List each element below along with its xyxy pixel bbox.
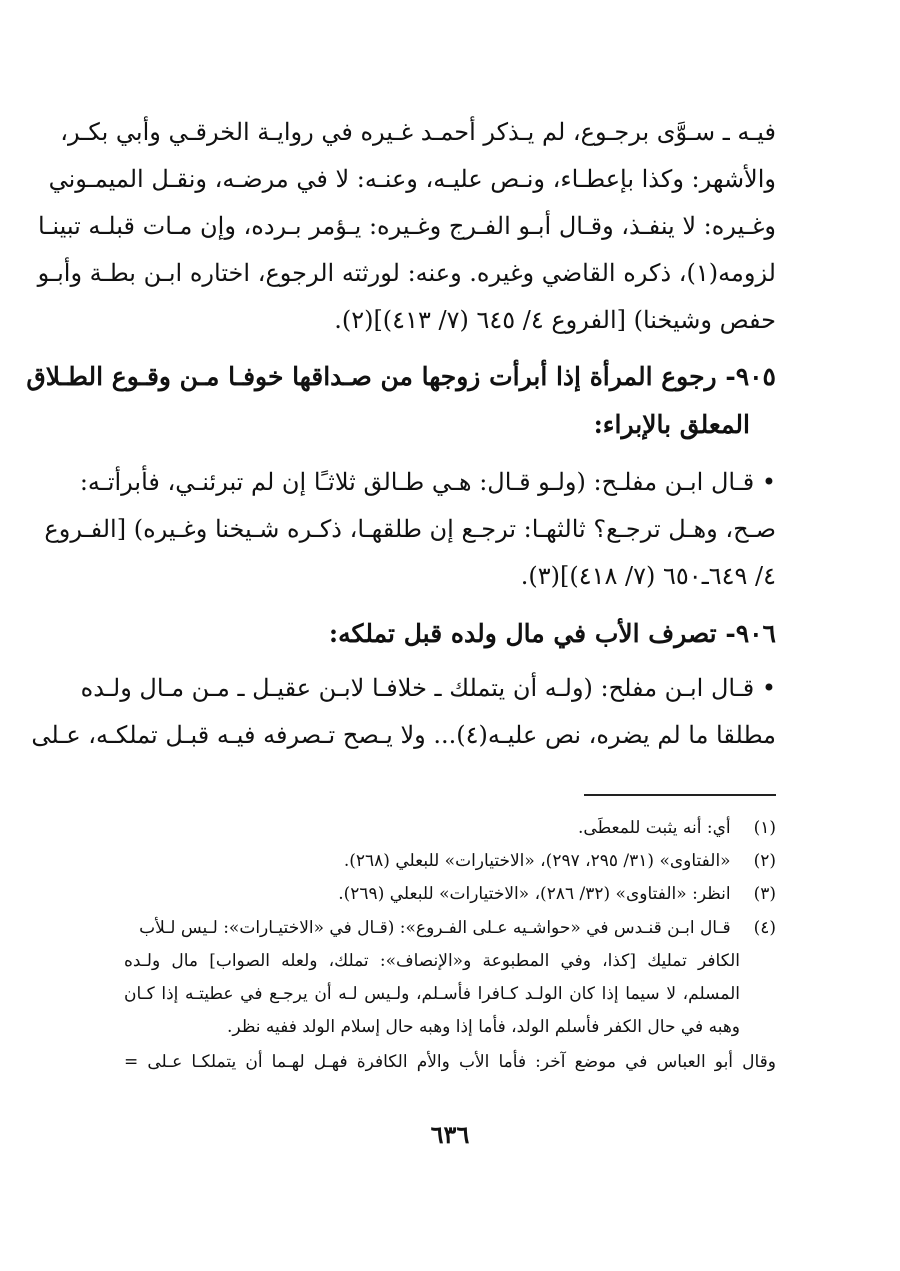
footnote-number: (٣) xyxy=(753,884,776,904)
footnote-1 xyxy=(124,813,776,843)
footnote-4-line-5: وقال أبو العباس في موضع آخر: فأما الأب والأم الكافرة فهـل لهـما أن يتملكـا عـلى = xyxy=(124,1052,776,1072)
footnote-text: قـال ابـن قنـدس في «حواشـيه عـلى الفـروع»: (قـال في «الاختيـارات»: لـيس لـلأب xyxy=(139,918,731,938)
footnote-text: أي: أنه يثبت للمعطَى. xyxy=(578,818,731,838)
paragraph-1-line-1: فيـه ـ سـوَّى برجـوع، لم يـذكر أحمـد غـيره في روايـة الخرقـي وأبي بكـر، xyxy=(60,118,776,146)
section-905-heading-line-1: ٩٠٥- رجوع المرأة إذا أبرأت زوجها من صـداقها خوفـا مـن وقـوع الطـلاق xyxy=(26,362,776,391)
footnote-4 xyxy=(124,913,776,943)
section-906-heading: ٩٠٦- تصرف الأب في مال ولده قبل تملكه: xyxy=(328,619,776,648)
section-905-heading-line-2: المعلق بالإبراء: xyxy=(593,410,750,439)
footnote-2 xyxy=(124,846,776,876)
section-906-body-line-1: • قـال ابـن مفلح: (ولـه أن يتملك ـ خلافـا لابـن عقيـل ـ مـن مـال ولـده xyxy=(80,674,776,702)
footnote-number: (٢) xyxy=(753,851,776,871)
page-number: ٦٣٦ xyxy=(430,1120,470,1149)
footnote-3 xyxy=(124,879,776,909)
footnote-number: (٤) xyxy=(753,918,776,938)
footnote-text: «الفتاوى» (٣١/ ٢٩٥، ٢٩٧)، «الاختيارات» للبعلي (٢٦٨). xyxy=(343,851,731,871)
section-905-body-line-3: ٤/ ٦٤٩ـ٦٥٠ (٧/ ٤١٨)](٣). xyxy=(520,562,776,590)
footnote-separator xyxy=(584,794,776,796)
paragraph-1-line-4: لزومه(١)، ذكره القاضي وغيره. وعنه: لورثته الرجوع، اختاره ابـن بطـة وأبـو xyxy=(37,259,776,287)
section-905-body-line-2: صـح، وهـل ترجـع؟ ثالثهـا: ترجـع إن طلقهـا، ذكـره شـيخنا وغـيره) [الفـروع xyxy=(44,515,776,543)
footnote-4-line-4: وهبه في حال الكفر فأسلم الولد، فأما إذا وهبه حال إسلام الولد ففيه نظر. xyxy=(227,1017,740,1037)
footnote-4-line-3: المسلم، لا سيما إذا كان الولـد كـافرا فأسـلم، ولـيس لـه أن يرجـع في عطيتـه إذا كـان xyxy=(124,984,740,1004)
footnote-number: (١) xyxy=(753,818,776,838)
section-905-body-line-1: • قـال ابـن مفلـح: (ولـو قـال: هـي طـالق ثلاثـًا إن لم تبرئنـي، فأبرأتـه: xyxy=(79,468,776,496)
paragraph-1-line-2: والأشهر: وكذا بإعطـاء، ونـص عليـه، وعنـه: لا في مرضـه، ونقـل الميمـوني xyxy=(48,165,776,193)
paragraph-1-line-5: حفص وشيخنا) [الفروع ٤/ ٦٤٥ (٧/ ٤١٣)](٢). xyxy=(334,306,776,334)
section-906-body-line-2: مطلقا ما لم يضره، نص عليـه(٤)... ولا يـصح تـصرفه فيـه قبـل تملكـه، عـلى xyxy=(31,721,776,749)
footnote-4-line-2: الكافر تمليك [كذا، وفي المطبوعة و«الإنصاف»: تملك، ولعله الصواب] مال ولـده xyxy=(124,951,740,971)
paragraph-1-line-3: وغـيره: لا ينفـذ، وقـال أبـو الفـرج وغـيره: يـؤمر بـرده، وإن مـات قبلـه تبينـا xyxy=(38,212,776,240)
footnote-text: انظر: «الفتاوى» (٣٢/ ٢٨٦)، «الاختيارات» للبعلي (٢٦٩). xyxy=(338,884,731,904)
